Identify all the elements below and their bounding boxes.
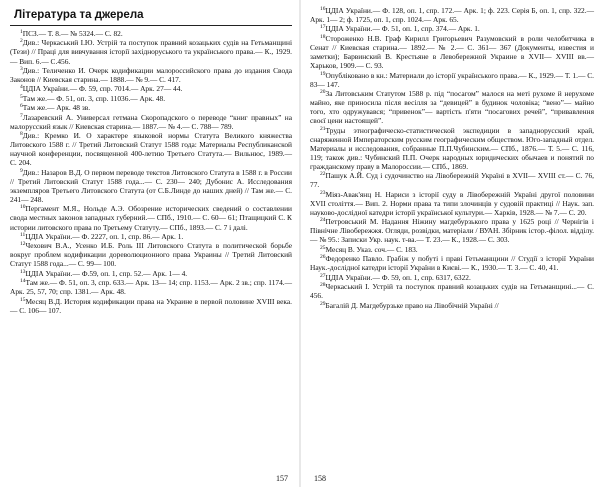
footnote-text: Багалій Д. Магдебурзьке право на Лівобічній Україні // <box>325 300 499 310</box>
footnote-number: 1 <box>20 29 23 35</box>
footnote-text: Див.: Назаров В.Д. О первом переводе текстов Литовского Статута в 1588 г. в России // Третий Литовский Статут 1588 года...— С. 230— 240; Дубонис А. Исследования экземпляров Третьего Литовского Статута (от С.Б.Линде до наших дней) // Там же.— С. 241— 248. <box>10 167 292 204</box>
footnote-text: Міяз-Авак'янц Н. Нариси з історії суду в Лівобережній Україні другої половини XVII століття.— Вип. 2. Норми права та типи злочинців у судовій практиці // Наук. зап. науково-дослідної катедри історії української культури.— Харків, 1928.— № 7.— С. 20. <box>310 189 594 217</box>
footnote-text: ЦДІА України.— Ф. 2227, оп. 1, спр. 86.— Арк. 1. <box>25 231 184 241</box>
footnote <box>310 171 594 189</box>
footnote-text: Там же.— Арк. 48 зв. <box>22 103 91 113</box>
footnote <box>310 126 594 171</box>
footnote <box>10 38 292 65</box>
footnote-number: 9 <box>20 167 23 174</box>
footnote-text: Стороженко Н.В. Граф Кирилл Григорьевич Разумовский в роли челобитчика в Сенат // Киевская старина.— 1892.— № 2.— С. 361— 367 (Документы, известия и заметки); Барвинский В. Крестьяне в Левобережной Украине в XVII— XVIII вв.— Харьков, 1909.— С. 93. <box>310 33 594 71</box>
footnote <box>310 71 594 89</box>
footnote-number: 14 <box>20 278 26 285</box>
footnote <box>10 269 292 278</box>
footnote-number: 5 <box>20 93 23 100</box>
footnote-text: Труды этнографическо-статистической экспедиции в западнорусский край, снаряженной Императорским русским географическим обществом. Юго-западный отдел. Материалы и исследования, собранные П.П.Чубинским.— СПб., 1876.— Т. 5.— С. 116, 119; також див.: Чубинский П.П. Очерк народных юридических обычаев и понятий по гражданскому праву в Малороссии.— СПб., 1869. <box>310 125 594 171</box>
footnote-text: ЦДІА України.— Ф. 51, оп. 1, спр. 374.— Арк. 1. <box>325 24 480 34</box>
footnote <box>10 278 292 296</box>
footnote <box>310 6 594 24</box>
footnote-text: Див.: Кремко И. О характере языковой нормы Статута Великого княжества Литовского 1588 г. // Третий Литовский Статут 1588 года: Материалы Республиканской научной конференции, посвященной 400-летию Третьего Статута.— Вильнюс, 1989.— С. 204. <box>10 131 292 168</box>
footnote-number: 27 <box>320 272 326 279</box>
footnote <box>10 103 292 112</box>
footnote <box>10 241 292 268</box>
footnote-text: Там же.— Ф. 51, оп. 3, спр. 633.— Арк. 13— 14; спр. 1153.— Арк. 2 зв.; спр. 1174.— Арк. 25, 57, 70; спр. 1381.— Арк. 48. <box>10 278 293 297</box>
footnote <box>10 66 292 84</box>
footnote-text: ЦДІА України.— Ф. 59, спр. 7014.— Арк. 27— 44. <box>22 84 183 94</box>
footnotes-left <box>10 29 292 315</box>
footnote <box>310 245 594 254</box>
footnote <box>310 190 594 217</box>
footnote-text: Там же.— Ф. 51, оп. 3, спр. 11036.— Арк. 48. <box>22 93 166 103</box>
footnote <box>10 29 292 38</box>
footnote-text: Чехович В.А., Усенко И.Б. Роль III Литовского Статута в политической борьбе вокруг проблем кодификации дореволюционного права Украины // Третий Литовский Статут 1588 года...— С. 99— 100. <box>10 241 292 269</box>
footnote <box>310 301 594 310</box>
footnote-number: 26 <box>320 254 326 261</box>
footnotes-right <box>310 6 594 310</box>
footnote-text: Див.: Теличенко И. Очерк кодификации малороссийского права до издания Свода Законов // Киевская старина.— 1888.— № 9.— С. 417. <box>10 65 292 85</box>
footnote-text: Лазаревский А. Универсал гетмана Скоропадского о переводе “книг правных” на малорусский язык // Киевская старина.— 1887.— № 4.— С. 788— 789. <box>10 112 292 131</box>
footnote-text: Месяц В.Д. История кодификации права на Украине в первой половине XVIII века.— С. 106— 107. <box>10 296 292 315</box>
footnote <box>10 168 292 204</box>
footnote-number: 15 <box>20 296 26 303</box>
page-number-left: 157 <box>276 474 288 483</box>
footnote-number: 4 <box>20 84 23 91</box>
footnote <box>10 297 292 315</box>
footnote-text: Петровський М. Надання Ніжину магдебурзького права у 1625 році // Чернігів і Північне Лівобережжя. Огляди, розвідки, матеріали / ВУАН. Збірник істор.-філол. відділу.— № 95.: Записки Укр. наук. т-ва.— Т. 23.— К., 1928.— С. 303. <box>310 217 594 245</box>
right-page <box>302 0 600 487</box>
footnote-number: 24 <box>320 217 326 224</box>
header-rule <box>10 25 292 26</box>
footnote <box>10 232 292 241</box>
footnote-text: Черкаський І. Устрій та поступок правний козацьких судів на Гетьманщині...— С. 456. <box>310 282 594 301</box>
footnote <box>10 113 292 131</box>
footnote-number: 28 <box>320 282 326 289</box>
footnote-text: Федоренко Павло. Грабіж у побуті і праві Гетьманщини // Студії з історії України Наук.-дослідної катедри історії України в Києві.— К., 1930.— Т. 3.— С. 40, 41. <box>310 254 594 273</box>
footnote-number: 13 <box>20 268 26 275</box>
footnote-text: Месяц В. Указ. соч.— С. 183. <box>325 244 418 254</box>
footnote-number: 11 <box>20 231 26 238</box>
footnote <box>10 84 292 93</box>
footnote-number: 29 <box>320 300 326 307</box>
footnote-number: 23 <box>320 189 326 196</box>
section-header <box>10 6 292 27</box>
footnote-number: 17 <box>320 24 326 31</box>
footnote-text: За Литовським Статутом 1588 р. під “посагом” малося на меті рухоме й нерухоме майно, яке приносила після весілля за “девицей” в будинок чоловіка; “вено”— майно того, хто одружувався; “привенок”— вартість п'яти “посагових речей”, “привавлення своєї цени настоящей”. <box>310 88 594 126</box>
footnote-text: Пергамент М.Я., Нольде А.Э. Обозрение исторических сведений о составлении свода местных законов западных губерний.— СПб., 1910.— С. 60— 61; Птащицкий С. К истории литовского права по Третьему Статуту.— СПб., 1893.— С. 7 і далі. <box>10 204 292 232</box>
footnote-number: 18 <box>320 33 326 40</box>
footnote-number: 2 <box>20 38 23 45</box>
footnote-text: ПСЗ.— Т. 8.— № 5324.— С. 82. <box>22 29 123 38</box>
footnote <box>310 273 594 282</box>
footnote-number: 12 <box>20 241 26 248</box>
footnote-number: 19 <box>320 70 326 77</box>
section-title: Література та джерела <box>14 9 144 21</box>
footnote <box>310 89 594 125</box>
footnote-number: 10 <box>20 204 26 211</box>
page-gutter <box>299 0 301 487</box>
page-number-right: 158 <box>314 474 326 483</box>
footnote-number: 25 <box>320 244 326 251</box>
footnote-text: ЦДІА України.— Ф. 59, оп. 1, спр. 6317, 6322. <box>325 272 471 282</box>
footnote <box>10 131 292 167</box>
footnote-number: 3 <box>20 65 23 72</box>
footnote-text: Див.: Черкаський І.Ю. Устрій та поступок правний козацьких судів на Гетьманщині (Тези) // Праці для вивчування історії західноруського та українського права.— К., 1929.— Вип. 6.— С.456. <box>10 38 292 66</box>
footnote-number: 20 <box>320 88 326 95</box>
footnote-text: Опубліковано в кн.: Материали до історії українського права.— К., 1929.— Т. 1.— С. 83— 147. <box>310 70 594 89</box>
footnote-number: 21 <box>320 125 326 132</box>
footnote-number: 6 <box>20 103 23 110</box>
footnote <box>310 282 594 300</box>
footnote <box>310 24 594 33</box>
footnote <box>10 94 292 103</box>
footnote <box>10 204 292 231</box>
footnote <box>310 217 594 244</box>
footnote <box>310 34 594 70</box>
footnote-number: 8 <box>20 131 23 138</box>
footnote-number: 16 <box>320 6 326 12</box>
footnote-text: Пашук А.Й. Суд і судочинство на Лівобережній Україні в XVII— XVIII ст.— С. 76, 77. <box>310 171 594 190</box>
footnote <box>310 254 594 272</box>
footnote-number: 7 <box>20 112 23 119</box>
footnote-text: ЦДІА України.— Ф. 128, оп. 1, спр. 172.— Арк. 1; ф. 223. Серія Б, оп. 1, спр. 322.— Арк. 1— 2; ф. 1725, оп. 1, спр. 1024.— Арк. 65. <box>310 6 594 25</box>
footnote-number: 22 <box>320 171 326 178</box>
footnote-text: ЦДІА України.— Ф.59, оп. 1, спр. 52.— Арк. 1— 4. <box>25 268 188 278</box>
